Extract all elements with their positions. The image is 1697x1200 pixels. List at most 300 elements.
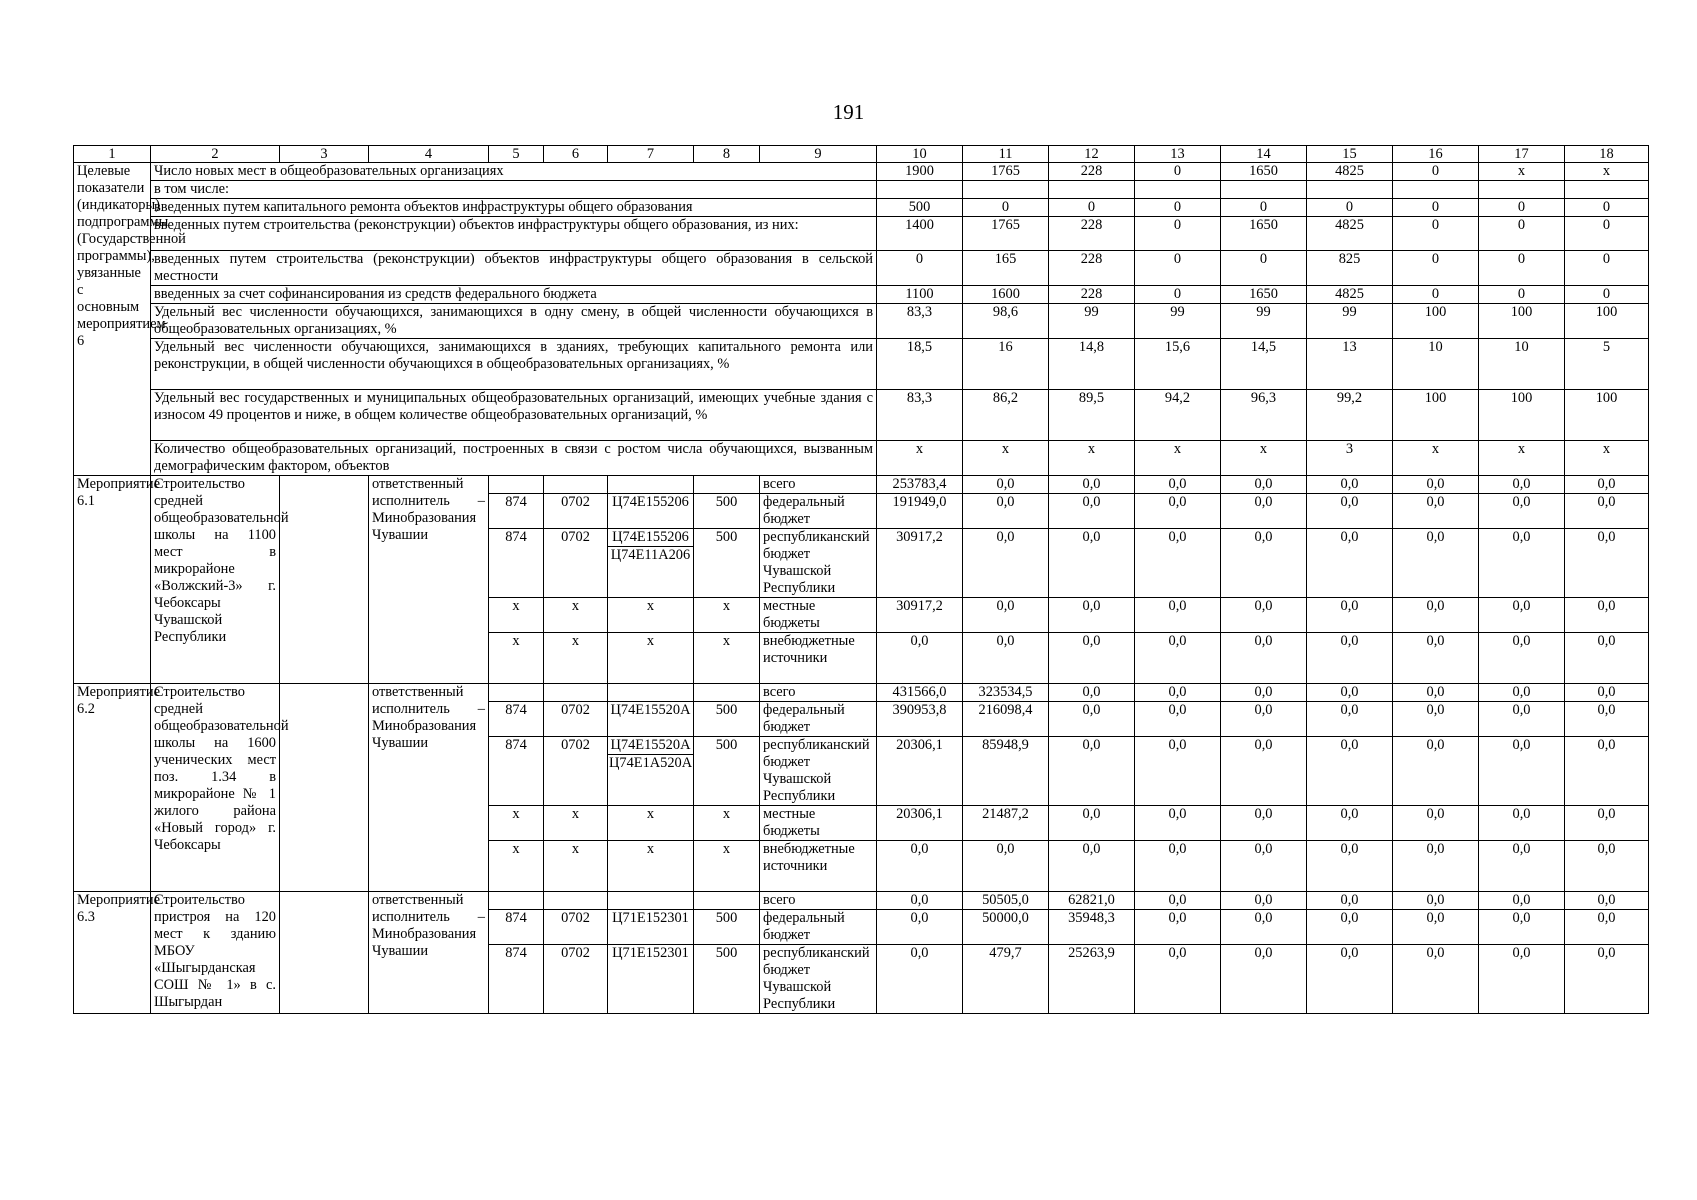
indicator-value: х	[963, 441, 1049, 476]
funding-value: 62821,0	[1049, 892, 1135, 910]
funding-value: 0,0	[1565, 737, 1649, 806]
indicator-value: 228	[1049, 251, 1135, 286]
indicator-text: Удельный вес государственных и муниципальных общеобразовательных организаций, имеющих учебные здания с износом 49 процентов и ниже, в общем количестве общеобразовательных организаций, %	[151, 390, 877, 441]
indicator-text: введенных за счет софинансирования из средств федерального бюджета	[151, 286, 877, 304]
funding-value: 0,0	[1479, 702, 1565, 737]
code-ministry: х	[489, 633, 544, 684]
indicator-text: в том числе:	[151, 181, 877, 199]
code-target-article	[608, 598, 694, 633]
funding-value: 0,0	[1565, 910, 1649, 945]
funding-value: 0,0	[1307, 494, 1393, 529]
funding-value: 0,0	[1049, 684, 1135, 702]
code-expense-group: 500	[694, 910, 760, 945]
funding-value: 0,0	[1135, 945, 1221, 1014]
indicator-value: 1650	[1221, 217, 1307, 251]
funding-value: 0,0	[1135, 841, 1221, 892]
code-target-article	[608, 702, 694, 737]
funding-value: 0,0	[1135, 910, 1221, 945]
funding-value: 0,0	[877, 892, 963, 910]
funding-value: 0,0	[1135, 494, 1221, 529]
funding-value: 0,0	[1135, 684, 1221, 702]
column-number: 3	[280, 146, 369, 163]
indicator-value: 1900	[877, 163, 963, 181]
funding-value: 0,0	[1135, 476, 1221, 494]
indicator-value: 1765	[963, 163, 1049, 181]
code-expense-group	[694, 892, 760, 910]
funding-value: 0,0	[1565, 529, 1649, 598]
indicator-row	[74, 390, 1649, 441]
code-section: х	[544, 633, 608, 684]
funding-value: 0,0	[1565, 598, 1649, 633]
indicator-text: Число новых мест в общеобразовательных организациях	[151, 163, 877, 181]
code-ministry: 874	[489, 494, 544, 529]
table-body	[74, 146, 1649, 1014]
code-expense-group: 500	[694, 702, 760, 737]
target-article-code-alt: Ц74Е1А520А	[609, 755, 693, 771]
indicator-row	[74, 251, 1649, 286]
funding-value: 0,0	[1221, 892, 1307, 910]
indicator-value: 15,6	[1135, 339, 1221, 390]
indicator-value	[1393, 181, 1479, 199]
indicator-value: 165	[963, 251, 1049, 286]
target-article-code	[650, 892, 652, 908]
indicator-value: 10	[1479, 339, 1565, 390]
indicator-row	[74, 217, 1649, 251]
funding-source: внебюджетные источники	[760, 633, 877, 684]
funding-source: местные бюджеты	[760, 598, 877, 633]
funding-value: 0,0	[1393, 841, 1479, 892]
indicator-value: 0	[1135, 163, 1221, 181]
column-number: 16	[1393, 146, 1479, 163]
code-section: 0702	[544, 737, 608, 806]
funding-value: 0,0	[1135, 598, 1221, 633]
indicator-value: х	[1479, 441, 1565, 476]
indicator-row	[74, 441, 1649, 476]
funding-value: 0,0	[1479, 494, 1565, 529]
code-section: 0702	[544, 910, 608, 945]
funding-value: 0,0	[877, 633, 963, 684]
funding-value: 0,0	[1565, 476, 1649, 494]
code-target-article	[608, 737, 694, 806]
funding-value: 0,0	[1049, 529, 1135, 598]
funding-value: 0,0	[1307, 841, 1393, 892]
indicator-row	[74, 181, 1649, 199]
funding-value: 0,0	[1479, 684, 1565, 702]
funding-value: 0,0	[877, 910, 963, 945]
funding-source: федеральный бюджет	[760, 910, 877, 945]
indicator-text: Удельный вес численности обучающихся, занимающихся в зданиях, требующих капитального ремонта или реконструкции, в общей численности обучающихся в общеобразовательных организациях, %	[151, 339, 877, 390]
funding-value: 0,0	[1393, 806, 1479, 841]
indicator-value	[1479, 181, 1565, 199]
indicators-label: Целевые показатели (индикаторы) подпрограммы (Государственной программы), увязанные с основным мероприятием 6	[74, 163, 151, 476]
code-ministry: 874	[489, 910, 544, 945]
indicator-value: 0	[1479, 199, 1565, 217]
code-target-article	[608, 476, 694, 494]
indicator-value: 0	[1135, 199, 1221, 217]
indicator-value: 0	[1135, 251, 1221, 286]
indicator-value: 100	[1393, 390, 1479, 441]
indicator-value: х	[1565, 163, 1649, 181]
indicator-row	[74, 286, 1649, 304]
funding-value: 0,0	[1307, 737, 1393, 806]
measure-row	[74, 892, 1649, 910]
indicator-value: 0	[1393, 286, 1479, 304]
code-ministry: 874	[489, 529, 544, 598]
code-section: х	[544, 841, 608, 892]
column-number: 17	[1479, 146, 1565, 163]
target-article-code	[650, 476, 652, 492]
funding-value: 0,0	[1565, 633, 1649, 684]
indicator-value: 89,5	[1049, 390, 1135, 441]
funding-value: 479,7	[963, 945, 1049, 1014]
funding-value: 0,0	[1565, 702, 1649, 737]
indicator-value: 83,3	[877, 304, 963, 339]
indicator-row	[74, 339, 1649, 390]
indicator-value: 13	[1307, 339, 1393, 390]
indicator-value	[1049, 181, 1135, 199]
indicator-value: 228	[1049, 217, 1135, 251]
funding-value: 216098,4	[963, 702, 1049, 737]
funding-value: 0,0	[1393, 702, 1479, 737]
column-number: 6	[544, 146, 608, 163]
measure-label: Мероприятие 6.1	[74, 476, 151, 684]
funding-value: 0,0	[1565, 892, 1649, 910]
indicator-value: 99,2	[1307, 390, 1393, 441]
funding-value: 0,0	[1307, 892, 1393, 910]
funding-value: 0,0	[1221, 945, 1307, 1014]
indicator-value: 98,6	[963, 304, 1049, 339]
indicator-value: 1100	[877, 286, 963, 304]
indicator-value: 0	[1393, 163, 1479, 181]
column-number: 13	[1135, 146, 1221, 163]
funding-value: 0,0	[963, 476, 1049, 494]
funding-value: 0,0	[1049, 476, 1135, 494]
funding-source: республиканский бюджет Чувашской Республики	[760, 945, 877, 1014]
page-number: 191	[832, 100, 865, 124]
funding-value: 25263,9	[1049, 945, 1135, 1014]
measure-col3	[280, 892, 369, 1014]
indicator-value: 1650	[1221, 163, 1307, 181]
code-ministry	[489, 476, 544, 494]
indicator-value: 100	[1393, 304, 1479, 339]
code-target-article	[608, 684, 694, 702]
indicator-value: 0	[1479, 251, 1565, 286]
indicator-value: 825	[1307, 251, 1393, 286]
measure-name: Строительство средней общеобразовательной школы на 1100 мест в микрорайоне «Волжский-3» г. Чебоксары Чувашской Республики	[151, 476, 280, 684]
indicator-value: х	[1221, 441, 1307, 476]
code-expense-group: 500	[694, 737, 760, 806]
funding-value: 0,0	[1307, 529, 1393, 598]
code-expense-group: х	[694, 841, 760, 892]
column-number: 9	[760, 146, 877, 163]
code-ministry	[489, 684, 544, 702]
code-ministry: 874	[489, 702, 544, 737]
funding-value: 0,0	[1393, 737, 1479, 806]
code-expense-group	[694, 476, 760, 494]
funding-value: 0,0	[1479, 476, 1565, 494]
column-number: 4	[369, 146, 489, 163]
funding-value: 0,0	[877, 945, 963, 1014]
funding-value: 0,0	[1135, 702, 1221, 737]
indicator-text: введенных путем капитального ремонта объектов инфраструктуры общего образования	[151, 199, 877, 217]
indicator-value: 0	[877, 251, 963, 286]
measure-col3	[280, 476, 369, 684]
funding-value: 0,0	[1221, 529, 1307, 598]
indicator-value: 228	[1049, 163, 1135, 181]
measure-label: Мероприятие 6.3	[74, 892, 151, 1014]
funding-value: 0,0	[1135, 892, 1221, 910]
funding-value: 85948,9	[963, 737, 1049, 806]
funding-value: 0,0	[1307, 633, 1393, 684]
column-number: 5	[489, 146, 544, 163]
code-section: 0702	[544, 702, 608, 737]
measure-executor: ответственный исполнитель – Минобразования Чувашии	[369, 476, 489, 684]
indicator-value: 86,2	[963, 390, 1049, 441]
code-ministry: 874	[489, 737, 544, 806]
indicator-row	[74, 163, 1649, 181]
target-article-code: Ц74Е15520А	[610, 737, 691, 753]
column-number: 12	[1049, 146, 1135, 163]
indicator-value: 94,2	[1135, 390, 1221, 441]
indicator-value: 1600	[963, 286, 1049, 304]
indicator-value: 0	[1221, 251, 1307, 286]
funding-value: 0,0	[1479, 892, 1565, 910]
funding-value: 0,0	[1307, 598, 1393, 633]
indicator-value: 99	[1049, 304, 1135, 339]
funding-value: 0,0	[1049, 737, 1135, 806]
indicator-value: 100	[1479, 304, 1565, 339]
column-number: 7	[608, 146, 694, 163]
indicator-value: 14,5	[1221, 339, 1307, 390]
funding-value: 0,0	[1307, 945, 1393, 1014]
indicator-value: 0	[1479, 217, 1565, 251]
indicator-value: 0	[1393, 217, 1479, 251]
funding-value: 0,0	[1393, 633, 1479, 684]
funding-value: 390953,8	[877, 702, 963, 737]
indicator-value: 99	[1307, 304, 1393, 339]
code-ministry: х	[489, 841, 544, 892]
indicator-value: 0	[1479, 286, 1565, 304]
code-expense-group	[694, 684, 760, 702]
measure-name: Строительство пристроя на 120 мест к зданию МБОУ «Шыгырданская СОШ № 1» в с. Шыгырдан	[151, 892, 280, 1014]
indicator-value: 10	[1393, 339, 1479, 390]
measure-executor: ответственный исполнитель – Минобразования Чувашии	[369, 892, 489, 1014]
funding-value: 0,0	[1479, 945, 1565, 1014]
indicator-value: 14,8	[1049, 339, 1135, 390]
funding-value: 431566,0	[877, 684, 963, 702]
indicator-value: 0	[1135, 217, 1221, 251]
funding-source: республиканский бюджет Чувашской Республики	[760, 529, 877, 598]
funding-value: 0,0	[1049, 633, 1135, 684]
funding-value: 0,0	[963, 841, 1049, 892]
funding-value: 323534,5	[963, 684, 1049, 702]
funding-value: 0,0	[963, 633, 1049, 684]
funding-value: 0,0	[1393, 892, 1479, 910]
indicator-row	[74, 304, 1649, 339]
indicator-value: х	[1565, 441, 1649, 476]
funding-value: 0,0	[1307, 476, 1393, 494]
financing-table	[73, 145, 1649, 1014]
funding-value: 0,0	[1307, 702, 1393, 737]
funding-value: 30917,2	[877, 598, 963, 633]
funding-value: 0,0	[1565, 841, 1649, 892]
target-article-code: х	[646, 633, 655, 649]
funding-value: 0,0	[1135, 806, 1221, 841]
indicator-value: 18,5	[877, 339, 963, 390]
code-section	[544, 684, 608, 702]
indicator-value: 0	[1221, 199, 1307, 217]
column-number-row	[74, 146, 1649, 163]
funding-value: 0,0	[1221, 476, 1307, 494]
funding-value: 0,0	[1393, 476, 1479, 494]
funding-value: 0,0	[1221, 841, 1307, 892]
target-article-code: х	[646, 598, 655, 614]
code-target-article	[608, 806, 694, 841]
code-section	[544, 892, 608, 910]
column-number: 2	[151, 146, 280, 163]
column-number: 10	[877, 146, 963, 163]
indicator-value: 4825	[1307, 217, 1393, 251]
funding-value: 0,0	[1135, 529, 1221, 598]
funding-value: 0,0	[1307, 806, 1393, 841]
indicator-value: 83,3	[877, 390, 963, 441]
indicator-value	[1221, 181, 1307, 199]
funding-value: 0,0	[963, 494, 1049, 529]
funding-value: 0,0	[1049, 598, 1135, 633]
target-article-code: Ц74Е155206	[612, 529, 689, 545]
code-ministry: х	[489, 806, 544, 841]
code-section: х	[544, 598, 608, 633]
funding-value: 0,0	[1221, 494, 1307, 529]
indicator-value: х	[1049, 441, 1135, 476]
code-section: 0702	[544, 529, 608, 598]
indicator-text: введенных путем строительства (реконструкции) объектов инфраструктуры общего образования, из них:	[151, 217, 877, 251]
indicator-value: 1765	[963, 217, 1049, 251]
indicator-value: 99	[1221, 304, 1307, 339]
funding-source: федеральный бюджет	[760, 702, 877, 737]
indicator-value	[877, 181, 963, 199]
funding-source: всего	[760, 892, 877, 910]
indicator-value: 0	[1135, 286, 1221, 304]
funding-value: 0,0	[1307, 684, 1393, 702]
funding-value: 20306,1	[877, 737, 963, 806]
funding-value: 0,0	[1049, 806, 1135, 841]
funding-source: республиканский бюджет Чувашской Республики	[760, 737, 877, 806]
funding-value: 0,0	[1479, 841, 1565, 892]
funding-value: 0,0	[1135, 633, 1221, 684]
funding-value: 50000,0	[963, 910, 1049, 945]
indicator-value: 0	[1049, 199, 1135, 217]
code-ministry	[489, 892, 544, 910]
funding-value: 0,0	[1221, 684, 1307, 702]
funding-source: всего	[760, 684, 877, 702]
measure-executor: ответственный исполнитель – Минобразования Чувашии	[369, 684, 489, 892]
funding-value: 0,0	[1393, 529, 1479, 598]
funding-source: федеральный бюджет	[760, 494, 877, 529]
code-expense-group: 500	[694, 494, 760, 529]
funding-value: 0,0	[1479, 529, 1565, 598]
indicator-text: Удельный вес численности обучающихся, занимающихся в одну смену, в общей численности обучающихся в общеобразовательных организациях, %	[151, 304, 877, 339]
indicator-value: 100	[1479, 390, 1565, 441]
code-target-article	[608, 633, 694, 684]
code-target-article	[608, 910, 694, 945]
measure-name: Строительство средней общеобразовательной школы на 1600 ученических мест поз. 1.34 в микрорайоне № 1 жилого района «Новый город» г. Чебоксары	[151, 684, 280, 892]
target-article-code: Ц74Е15520А	[610, 702, 691, 718]
funding-value: 0,0	[1479, 633, 1565, 684]
indicator-value: 4825	[1307, 286, 1393, 304]
indicator-value: 0	[1565, 251, 1649, 286]
target-article-code: Ц71Е152301	[612, 945, 689, 961]
indicator-value: 3	[1307, 441, 1393, 476]
code-ministry: х	[489, 598, 544, 633]
indicator-value: х	[1135, 441, 1221, 476]
indicator-value: 96,3	[1221, 390, 1307, 441]
funding-value: 0,0	[1221, 633, 1307, 684]
column-number: 18	[1565, 146, 1649, 163]
indicator-value: 100	[1565, 304, 1649, 339]
funding-value: 35948,3	[1049, 910, 1135, 945]
indicator-value	[1307, 181, 1393, 199]
funding-source: внебюджетные источники	[760, 841, 877, 892]
column-number: 11	[963, 146, 1049, 163]
funding-value: 0,0	[1393, 494, 1479, 529]
funding-value: 0,0	[1135, 737, 1221, 806]
code-ministry: 874	[489, 945, 544, 1014]
code-target-article	[608, 494, 694, 529]
target-article-code	[650, 684, 652, 700]
indicator-value	[963, 181, 1049, 199]
indicator-value: 0	[1393, 199, 1479, 217]
funding-value: 0,0	[1565, 494, 1649, 529]
indicator-value: 1650	[1221, 286, 1307, 304]
code-expense-group: х	[694, 633, 760, 684]
measure-label: Мероприятие 6.2	[74, 684, 151, 892]
funding-value: 0,0	[1221, 702, 1307, 737]
funding-value: 0,0	[1307, 910, 1393, 945]
indicator-value: 0	[1565, 199, 1649, 217]
indicator-value: 0	[1565, 217, 1649, 251]
indicator-text: введенных путем строительства (реконструкции) объектов инфраструктуры общего образования в сельской местности	[151, 251, 877, 286]
indicator-text: Количество общеобразовательных организаций, построенных в связи с ростом числа обучающихся, вызванным демографическим фактором, объектов	[151, 441, 877, 476]
funding-value: 0,0	[963, 598, 1049, 633]
target-article-code: х	[646, 841, 655, 857]
indicator-value: 100	[1565, 390, 1649, 441]
funding-source: местные бюджеты	[760, 806, 877, 841]
funding-value: 0,0	[1393, 945, 1479, 1014]
funding-value: 0,0	[1479, 598, 1565, 633]
code-expense-group: 500	[694, 529, 760, 598]
funding-value: 0,0	[1049, 494, 1135, 529]
target-article-code: Ц74Е155206	[612, 494, 689, 510]
indicator-value: х	[1479, 163, 1565, 181]
indicator-value: 0	[1307, 199, 1393, 217]
target-article-code-alt: Ц74Е11А206	[608, 546, 693, 564]
funding-value: 0,0	[877, 841, 963, 892]
target-article-code: х	[646, 806, 655, 822]
funding-value: 21487,2	[963, 806, 1049, 841]
funding-value: 0,0	[1565, 806, 1649, 841]
indicator-value: 5	[1565, 339, 1649, 390]
indicator-value	[1135, 181, 1221, 199]
code-target-article	[608, 892, 694, 910]
indicator-row	[74, 199, 1649, 217]
funding-value: 191949,0	[877, 494, 963, 529]
funding-value: 20306,1	[877, 806, 963, 841]
indicator-value	[1565, 181, 1649, 199]
funding-value: 0,0	[1393, 910, 1479, 945]
funding-value: 0,0	[1565, 945, 1649, 1014]
indicator-value: 0	[1565, 286, 1649, 304]
